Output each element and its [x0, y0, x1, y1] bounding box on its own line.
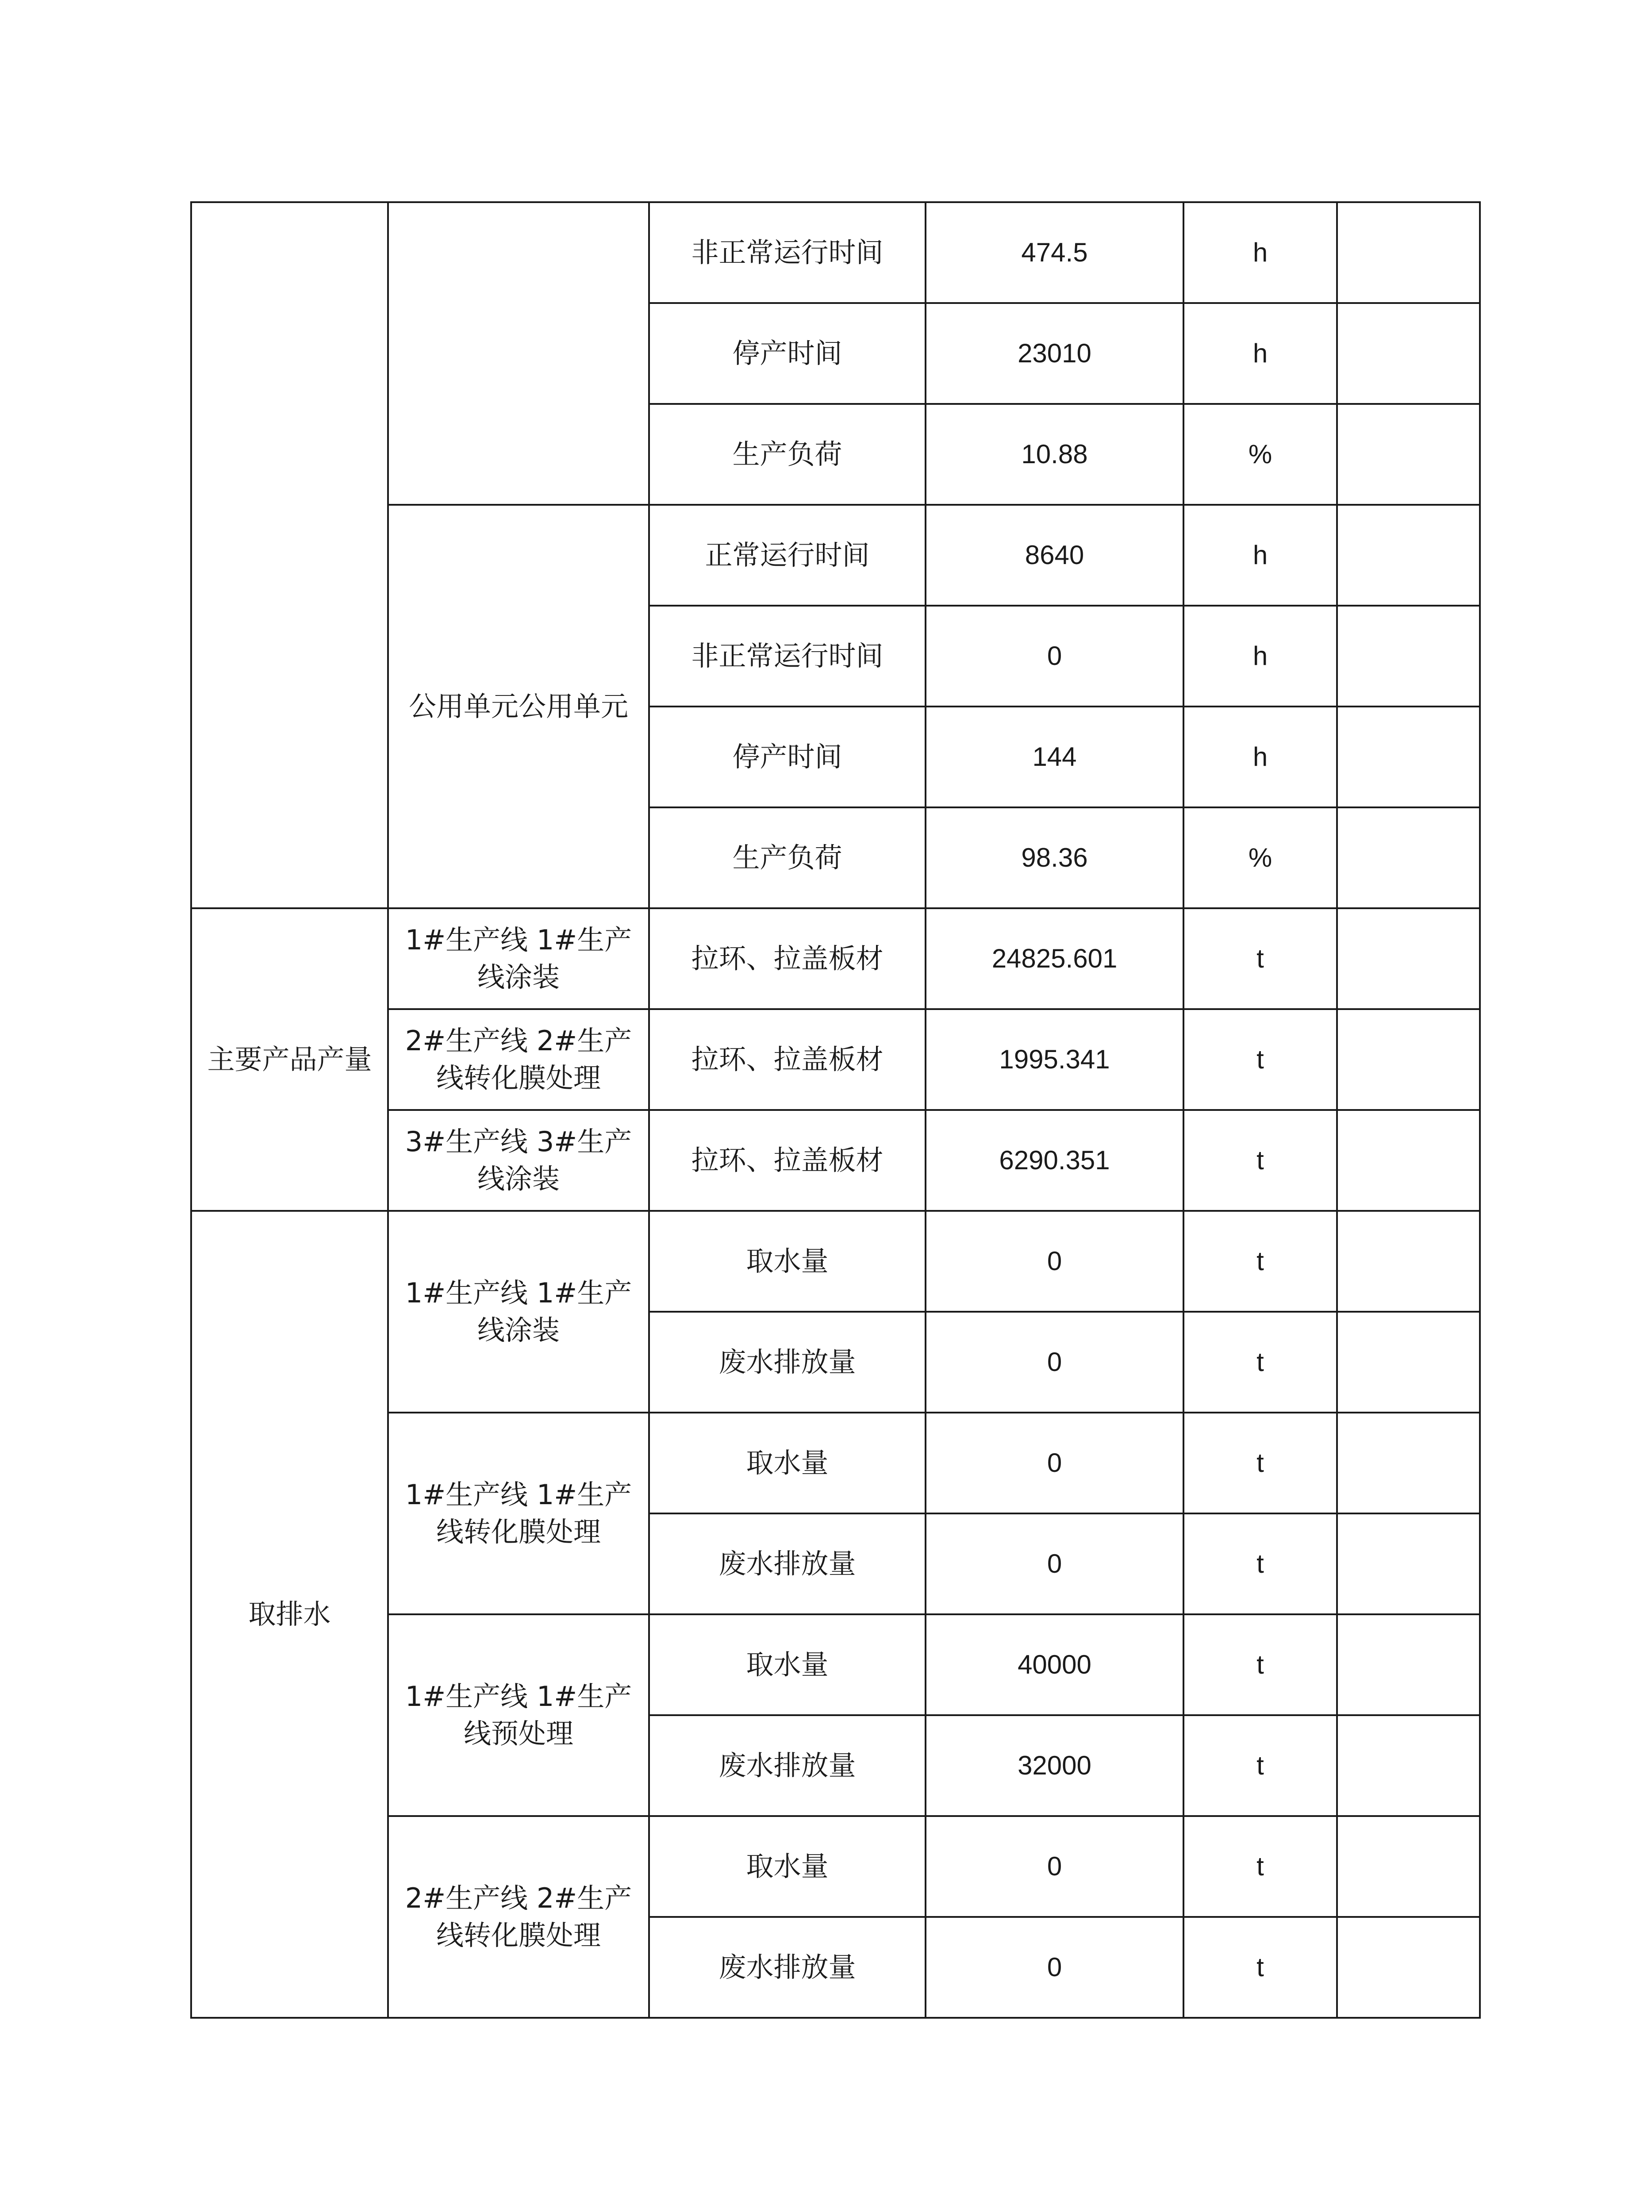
item-cell: 停产时间 — [649, 303, 926, 404]
remark-cell — [1337, 1513, 1480, 1614]
item-cell: 拉环、拉盖板材 — [649, 1009, 926, 1110]
remark-cell — [1337, 202, 1480, 303]
remark-cell — [1337, 1715, 1480, 1816]
value-cell: 23010 — [926, 303, 1183, 404]
value-cell: 24825.601 — [926, 908, 1183, 1009]
table-row — [191, 1211, 1480, 1312]
unit-name-cell: 1#生产线 1#生产线涂装 — [388, 1211, 649, 1413]
item-cell: 废水排放量 — [649, 1312, 926, 1413]
item-cell: 拉环、拉盖板材 — [649, 908, 926, 1009]
unit-cell: t — [1183, 1513, 1337, 1614]
unit-cell: t — [1183, 1211, 1337, 1312]
value-cell: 10.88 — [926, 404, 1183, 505]
value-cell: 0 — [926, 1312, 1183, 1413]
value-cell: 32000 — [926, 1715, 1183, 1816]
unit-cell: h — [1183, 202, 1337, 303]
value-cell: 0 — [926, 1816, 1183, 1917]
remark-cell — [1337, 908, 1480, 1009]
item-cell: 废水排放量 — [649, 1917, 926, 2018]
unit-cell: h — [1183, 303, 1337, 404]
item-cell: 生产负荷 — [649, 807, 926, 908]
value-cell: 1995.341 — [926, 1009, 1183, 1110]
value-cell: 0 — [926, 1413, 1183, 1513]
remark-cell — [1337, 1917, 1480, 2018]
remark-cell — [1337, 505, 1480, 606]
unit-name-cell: 2#生产线 2#生产线转化膜处理 — [388, 1009, 649, 1110]
unit-cell: h — [1183, 707, 1337, 807]
item-cell: 停产时间 — [649, 707, 926, 807]
unit-name-cell: 1#生产线 1#生产线转化膜处理 — [388, 1413, 649, 1614]
item-cell: 取水量 — [649, 1211, 926, 1312]
unit-cell: t — [1183, 1715, 1337, 1816]
unit-cell: t — [1183, 1009, 1337, 1110]
item-cell: 废水排放量 — [649, 1513, 926, 1614]
unit-name-cell — [388, 202, 649, 505]
category-cell: 取排水 — [191, 1211, 388, 2018]
unit-name-cell: 3#生产线 3#生产线涂装 — [388, 1110, 649, 1211]
remark-cell — [1337, 1009, 1480, 1110]
remark-cell — [1337, 1110, 1480, 1211]
unit-cell: h — [1183, 606, 1337, 707]
unit-name-cell: 1#生产线 1#生产线涂装 — [388, 908, 649, 1009]
item-cell: 取水量 — [649, 1413, 926, 1513]
value-cell: 0 — [926, 606, 1183, 707]
remark-cell — [1337, 303, 1480, 404]
value-cell: 8640 — [926, 505, 1183, 606]
item-cell: 生产负荷 — [649, 404, 926, 505]
remark-cell — [1337, 807, 1480, 908]
item-cell: 取水量 — [649, 1614, 926, 1715]
remark-cell — [1337, 1312, 1480, 1413]
category-cell: 主要产品产量 — [191, 908, 388, 1211]
remark-cell — [1337, 606, 1480, 707]
remark-cell — [1337, 1211, 1480, 1312]
item-cell: 非正常运行时间 — [649, 202, 926, 303]
remark-cell — [1337, 1413, 1480, 1513]
unit-cell: % — [1183, 807, 1337, 908]
value-cell: 98.36 — [926, 807, 1183, 908]
unit-cell: t — [1183, 1614, 1337, 1715]
table-row — [191, 908, 1480, 1009]
item-cell: 废水排放量 — [649, 1715, 926, 1816]
unit-cell: h — [1183, 505, 1337, 606]
unit-cell: t — [1183, 1312, 1337, 1413]
value-cell: 0 — [926, 1917, 1183, 2018]
unit-name-cell: 公用单元公用单元 — [388, 505, 649, 908]
category-cell — [191, 202, 388, 908]
item-cell: 非正常运行时间 — [649, 606, 926, 707]
operation-data-table — [190, 201, 1481, 2019]
remark-cell — [1337, 707, 1480, 807]
item-cell: 取水量 — [649, 1816, 926, 1917]
unit-cell: % — [1183, 404, 1337, 505]
unit-cell: t — [1183, 1413, 1337, 1513]
value-cell: 144 — [926, 707, 1183, 807]
item-cell: 正常运行时间 — [649, 505, 926, 606]
unit-cell: t — [1183, 908, 1337, 1009]
remark-cell — [1337, 404, 1480, 505]
remark-cell — [1337, 1614, 1480, 1715]
value-cell: 0 — [926, 1513, 1183, 1614]
value-cell: 40000 — [926, 1614, 1183, 1715]
unit-cell: t — [1183, 1917, 1337, 2018]
unit-cell: t — [1183, 1816, 1337, 1917]
value-cell: 474.5 — [926, 202, 1183, 303]
value-cell: 0 — [926, 1211, 1183, 1312]
value-cell: 6290.351 — [926, 1110, 1183, 1211]
item-cell: 拉环、拉盖板材 — [649, 1110, 926, 1211]
unit-cell: t — [1183, 1110, 1337, 1211]
unit-name-cell: 1#生产线 1#生产线预处理 — [388, 1614, 649, 1816]
unit-name-cell: 2#生产线 2#生产线转化膜处理 — [388, 1816, 649, 2018]
table-row — [191, 202, 1480, 303]
remark-cell — [1337, 1816, 1480, 1917]
